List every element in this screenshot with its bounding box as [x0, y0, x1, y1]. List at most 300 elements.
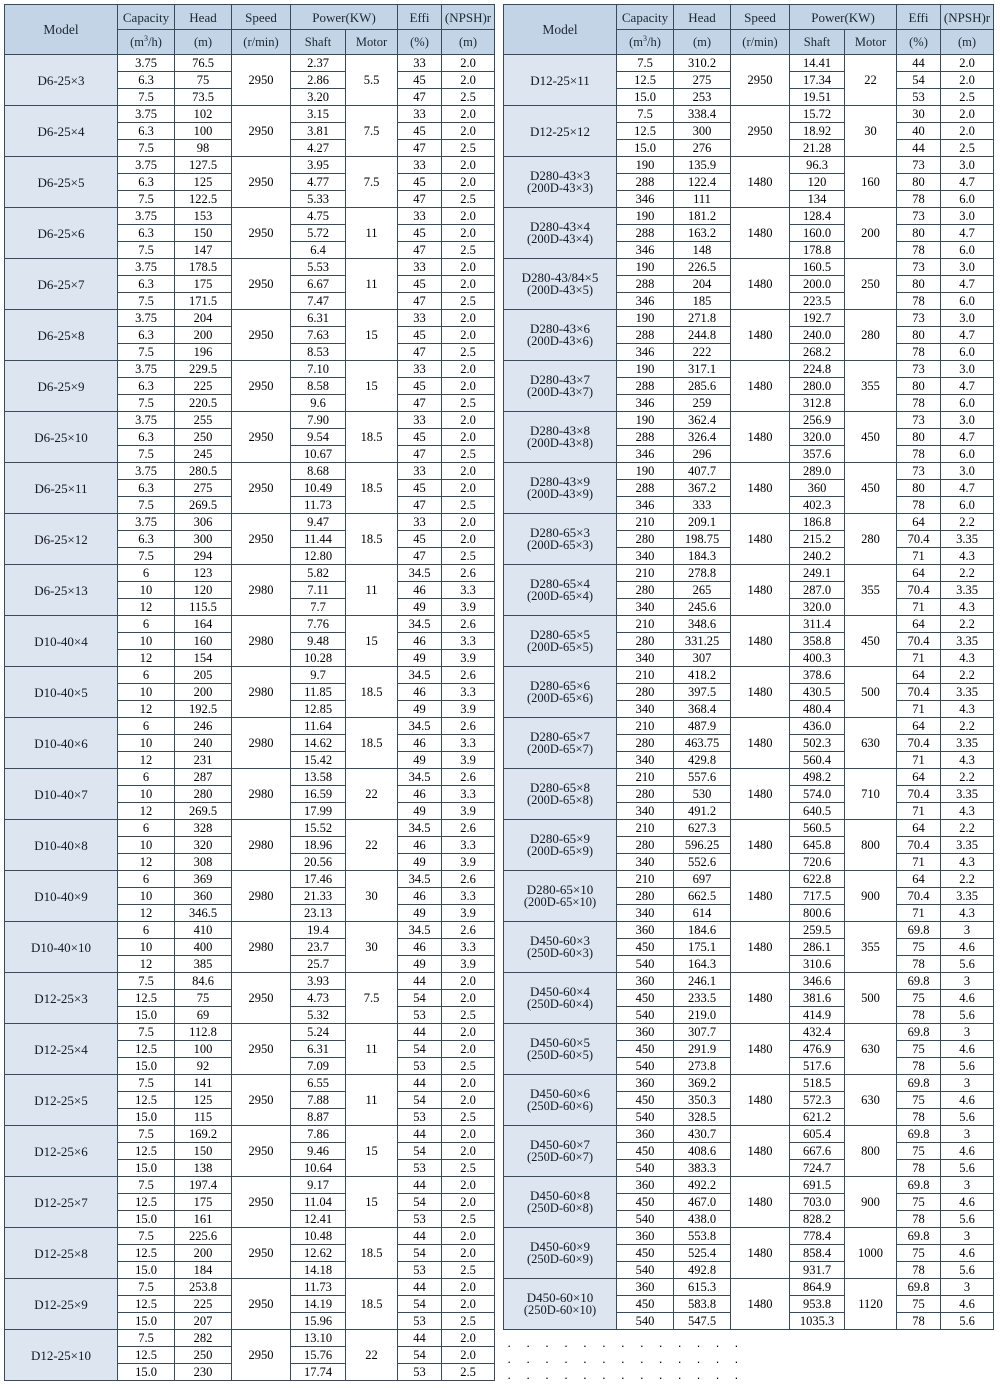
model-name: D12-25×3 — [34, 990, 88, 1006]
head-cell: 614 — [674, 905, 731, 922]
shaft-power-cell: 1035.3 — [790, 1313, 845, 1330]
col-header-model: Model — [5, 5, 118, 55]
npshr-cell: 2.5 — [442, 242, 495, 259]
efficiency-cell: 45 — [398, 225, 442, 242]
col-header-head: Head — [175, 5, 232, 30]
head-cell: 360 — [175, 888, 232, 905]
shaft-power-cell: 15.42 — [291, 752, 346, 769]
head-cell: 275 — [674, 72, 731, 89]
capacity-cell: 280 — [617, 531, 674, 548]
head-cell: 175 — [175, 1194, 232, 1211]
model-cell — [5, 1075, 118, 1126]
shaft-power-cell: 10.49 — [291, 480, 346, 497]
head-cell: 369.2 — [674, 1075, 731, 1092]
efficiency-cell: 69.8 — [897, 922, 941, 939]
efficiency-cell: 70.4 — [897, 633, 941, 650]
npshr-cell: 4.3 — [941, 599, 994, 616]
table-row — [504, 871, 994, 888]
efficiency-cell: 70.4 — [897, 582, 941, 599]
npshr-cell: 2.0 — [442, 327, 495, 344]
speed-cell: 2950 — [232, 310, 291, 361]
efficiency-cell: 78 — [897, 1262, 941, 1279]
capacity-cell: 7.5 — [118, 497, 175, 514]
head-cell: 463.75 — [674, 735, 731, 752]
capacity-cell: 3.75 — [118, 55, 175, 72]
shaft-power-cell: 5.33 — [291, 191, 346, 208]
model-name: D450-60×4 — [529, 984, 591, 1000]
npshr-cell: 3.3 — [442, 582, 495, 599]
shaft-power-cell: 9.48 — [291, 633, 346, 650]
capacity-cell: 7.5 — [118, 89, 175, 106]
npshr-cell: 2.0 — [941, 106, 994, 123]
shaft-power-cell: 289.0 — [790, 463, 845, 480]
capacity-cell: 288 — [617, 276, 674, 293]
motor-power-cell: 18.5 — [346, 412, 398, 463]
npshr-cell: 3.3 — [442, 837, 495, 854]
capacity-cell: 12 — [118, 956, 175, 973]
efficiency-cell: 34.5 — [398, 718, 442, 735]
capacity-cell: 450 — [617, 1092, 674, 1109]
motor-power-cell: 1120 — [845, 1279, 897, 1330]
col-header-speed: Speed — [232, 5, 291, 30]
efficiency-cell: 78 — [897, 395, 941, 412]
shaft-power-cell: 7.86 — [291, 1126, 346, 1143]
speed-cell: 2980 — [232, 922, 291, 973]
npshr-cell: 3.3 — [442, 735, 495, 752]
head-cell: 135.9 — [674, 157, 731, 174]
head-cell: 615.3 — [674, 1279, 731, 1296]
table-row — [5, 1024, 495, 1041]
capacity-cell: 360 — [617, 973, 674, 990]
shaft-power-cell: 11.64 — [291, 718, 346, 735]
motor-power-cell: 18.5 — [346, 718, 398, 769]
capacity-cell: 280 — [617, 582, 674, 599]
head-cell: 225 — [175, 1296, 232, 1313]
npshr-cell: 4.6 — [941, 939, 994, 956]
capacity-cell: 450 — [617, 1143, 674, 1160]
head-cell: 430.7 — [674, 1126, 731, 1143]
efficiency-cell: 33 — [398, 208, 442, 225]
shaft-power-cell: 12.80 — [291, 548, 346, 565]
speed-cell: 1480 — [731, 667, 790, 718]
table-body-left — [5, 55, 495, 1381]
shaft-power-cell: 11.73 — [291, 497, 346, 514]
speed-cell: 2950 — [731, 55, 790, 106]
head-cell: 207 — [175, 1313, 232, 1330]
head-cell: 169.2 — [175, 1126, 232, 1143]
head-cell: 662.5 — [674, 888, 731, 905]
efficiency-cell: 49 — [398, 956, 442, 973]
shaft-power-cell: 5.24 — [291, 1024, 346, 1041]
efficiency-cell: 54 — [398, 1245, 442, 1262]
efficiency-cell: 49 — [398, 752, 442, 769]
table-row — [5, 718, 495, 735]
capacity-cell: 10 — [118, 939, 175, 956]
col-header-head-unit: (m) — [175, 30, 232, 55]
model-name: D280-65×8 — [529, 780, 591, 796]
speed-cell: 2980 — [232, 769, 291, 820]
npshr-cell: 2.6 — [442, 922, 495, 939]
motor-power-cell: 1000 — [845, 1228, 897, 1279]
npshr-cell: 2.5 — [442, 1313, 495, 1330]
npshr-cell: 5.6 — [941, 1007, 994, 1024]
efficiency-cell: 70.4 — [897, 735, 941, 752]
head-cell: 198.75 — [674, 531, 731, 548]
speed-cell: 2950 — [232, 1177, 291, 1228]
head-cell: 429.8 — [674, 752, 731, 769]
shaft-power-cell: 23.13 — [291, 905, 346, 922]
shaft-power-cell: 430.5 — [790, 684, 845, 701]
npshr-cell: 4.3 — [941, 854, 994, 871]
efficiency-cell: 45 — [398, 327, 442, 344]
efficiency-cell: 73 — [897, 361, 941, 378]
model-cell — [504, 820, 617, 871]
capacity-cell: 15.0 — [118, 1007, 175, 1024]
shaft-power-cell: 800.6 — [790, 905, 845, 922]
head-cell: 84.6 — [175, 973, 232, 990]
capacity-cell: 288 — [617, 480, 674, 497]
model-cell — [504, 922, 617, 973]
dots-row: · · · · · · · · · · · · · — [507, 1354, 745, 1369]
col-header-speed-unit: (r/min) — [731, 30, 790, 55]
head-cell: 225 — [175, 378, 232, 395]
head-cell: 250 — [175, 1347, 232, 1364]
shaft-power-cell: 645.8 — [790, 837, 845, 854]
shaft-power-cell: 502.3 — [790, 735, 845, 752]
shaft-power-cell: 5.32 — [291, 1007, 346, 1024]
capacity-cell: 10 — [118, 582, 175, 599]
shaft-power-cell: 15.72 — [790, 106, 845, 123]
capacity-cell: 12 — [118, 599, 175, 616]
shaft-power-cell: 4.73 — [291, 990, 346, 1007]
capacity-cell: 210 — [617, 718, 674, 735]
shaft-power-cell: 249.1 — [790, 565, 845, 582]
head-cell: 220.5 — [175, 395, 232, 412]
shaft-power-cell: 11.04 — [291, 1194, 346, 1211]
efficiency-cell: 44 — [897, 140, 941, 157]
npshr-cell: 4.6 — [941, 1296, 994, 1313]
npshr-cell: 2.5 — [442, 446, 495, 463]
efficiency-cell: 45 — [398, 531, 442, 548]
npshr-cell: 4.3 — [941, 650, 994, 667]
motor-power-cell: 15 — [346, 361, 398, 412]
shaft-power-cell: 346.6 — [790, 973, 845, 990]
head-cell: 259 — [674, 395, 731, 412]
head-cell: 307.7 — [674, 1024, 731, 1041]
head-cell: 100 — [175, 123, 232, 140]
shaft-power-cell: 476.9 — [790, 1041, 845, 1058]
speed-cell: 1480 — [731, 310, 790, 361]
efficiency-cell: 46 — [398, 735, 442, 752]
npshr-cell: 5.6 — [941, 1160, 994, 1177]
npshr-cell: 2.0 — [442, 123, 495, 140]
capacity-cell: 450 — [617, 1245, 674, 1262]
efficiency-cell: 69.8 — [897, 1228, 941, 1245]
capacity-cell: 15.0 — [118, 1262, 175, 1279]
table-row — [504, 565, 994, 582]
shaft-power-cell: 7.10 — [291, 361, 346, 378]
capacity-cell: 280 — [617, 888, 674, 905]
npshr-cell: 4.7 — [941, 174, 994, 191]
motor-power-cell: 630 — [845, 718, 897, 769]
shaft-power-cell: 436.0 — [790, 718, 845, 735]
speed-cell: 2950 — [232, 1126, 291, 1177]
table-row — [504, 157, 994, 174]
npshr-cell: 4.6 — [941, 1092, 994, 1109]
shaft-power-cell: 11.85 — [291, 684, 346, 701]
head-cell: 150 — [175, 1143, 232, 1160]
capacity-cell: 7.5 — [118, 1024, 175, 1041]
head-cell: 328.5 — [674, 1109, 731, 1126]
speed-cell: 2950 — [232, 514, 291, 565]
capacity-cell: 210 — [617, 514, 674, 531]
model-cell — [504, 55, 617, 106]
efficiency-cell: 53 — [398, 1364, 442, 1381]
model-cell — [5, 565, 118, 616]
speed-cell: 1480 — [731, 1075, 790, 1126]
speed-cell: 2980 — [232, 667, 291, 718]
npshr-cell: 6.0 — [941, 395, 994, 412]
table-row — [5, 361, 495, 378]
efficiency-cell: 47 — [398, 548, 442, 565]
shaft-power-cell: 96.3 — [790, 157, 845, 174]
shaft-power-cell: 12.62 — [291, 1245, 346, 1262]
npshr-cell: 6.0 — [941, 344, 994, 361]
capacity-cell: 346 — [617, 446, 674, 463]
efficiency-cell: 45 — [398, 480, 442, 497]
shaft-power-cell: 178.8 — [790, 242, 845, 259]
npshr-cell: 3.0 — [941, 463, 994, 480]
capacity-cell: 360 — [617, 922, 674, 939]
model-alt-name: (250D-60×8) — [526, 1201, 594, 1216]
efficiency-cell: 80 — [897, 174, 941, 191]
shaft-power-cell: 13.58 — [291, 769, 346, 786]
capacity-cell: 190 — [617, 259, 674, 276]
motor-power-cell: 280 — [845, 310, 897, 361]
npshr-cell: 2.0 — [442, 378, 495, 395]
capacity-cell: 540 — [617, 1109, 674, 1126]
capacity-cell: 7.5 — [118, 140, 175, 157]
npshr-cell: 2.0 — [442, 1143, 495, 1160]
capacity-cell: 12 — [118, 752, 175, 769]
shaft-power-cell: 7.63 — [291, 327, 346, 344]
capacity-cell: 340 — [617, 599, 674, 616]
efficiency-cell: 78 — [897, 191, 941, 208]
model-alt-name: (200D-65×10) — [523, 895, 597, 910]
capacity-cell: 540 — [617, 1007, 674, 1024]
dots-row: · · · · · · · · · · · · · — [507, 1370, 745, 1385]
efficiency-cell: 78 — [897, 293, 941, 310]
speed-cell: 1480 — [731, 820, 790, 871]
model-name: D280-43/84×5 — [521, 270, 599, 286]
head-cell: 338.4 — [674, 106, 731, 123]
table-row — [504, 463, 994, 480]
speed-cell: 2980 — [232, 718, 291, 769]
table-row — [5, 259, 495, 276]
npshr-cell: 3 — [941, 1177, 994, 1194]
model-name: D12-25×4 — [34, 1041, 88, 1057]
efficiency-cell: 69.8 — [897, 1279, 941, 1296]
head-cell: 269.5 — [175, 497, 232, 514]
efficiency-cell: 71 — [897, 650, 941, 667]
table-row — [504, 1024, 994, 1041]
col-header-effi: Effi — [897, 5, 941, 30]
shaft-power-cell: 11.44 — [291, 531, 346, 548]
efficiency-cell: 33 — [398, 310, 442, 327]
efficiency-cell: 78 — [897, 1211, 941, 1228]
model-cell — [5, 1024, 118, 1075]
motor-power-cell: 11 — [346, 208, 398, 259]
efficiency-cell: 44 — [398, 1177, 442, 1194]
head-cell: 205 — [175, 667, 232, 684]
table-row — [504, 616, 994, 633]
npshr-cell: 2.2 — [941, 769, 994, 786]
head-cell: 438.0 — [674, 1211, 731, 1228]
speed-cell: 2980 — [232, 565, 291, 616]
dots-row: · · · · · · · · · · · · · — [507, 1338, 745, 1353]
motor-power-cell: 18.5 — [346, 514, 398, 565]
efficiency-cell: 34.5 — [398, 667, 442, 684]
col-header-effi-unit: (%) — [897, 30, 941, 55]
shaft-power-cell: 21.28 — [790, 140, 845, 157]
head-cell: 164.3 — [674, 956, 731, 973]
npshr-cell: 2.0 — [442, 1092, 495, 1109]
table-header-left — [5, 5, 495, 55]
col-header-capacity-unit — [118, 30, 175, 55]
efficiency-cell: 78 — [897, 1160, 941, 1177]
motor-power-cell: 800 — [845, 1126, 897, 1177]
speed-cell: 1480 — [731, 1228, 790, 1279]
shaft-power-cell: 14.19 — [291, 1296, 346, 1313]
model-name: D280-43×8 — [529, 423, 591, 439]
model-cell — [504, 565, 617, 616]
speed-cell: 1480 — [731, 157, 790, 208]
npshr-cell: 2.0 — [442, 1177, 495, 1194]
col-header-capacity: Capacity — [118, 5, 175, 30]
model-name: D10-40×6 — [34, 735, 88, 751]
efficiency-cell: 64 — [897, 871, 941, 888]
capacity-cell: 7.5 — [118, 191, 175, 208]
capacity-cell: 3.75 — [118, 361, 175, 378]
npshr-cell: 2.0 — [442, 276, 495, 293]
table-row — [5, 1228, 495, 1245]
table-row — [5, 310, 495, 327]
capacity-cell: 15.0 — [617, 89, 674, 106]
shaft-power-cell: 18.96 — [291, 837, 346, 854]
npshr-cell: 2.6 — [442, 565, 495, 582]
table-row — [5, 973, 495, 990]
speed-cell: 1480 — [731, 1279, 790, 1330]
head-cell: 320 — [175, 837, 232, 854]
shaft-power-cell: 23.7 — [291, 939, 346, 956]
efficiency-cell: 34.5 — [398, 820, 442, 837]
motor-power-cell: 15 — [346, 1126, 398, 1177]
model-cell — [5, 259, 118, 310]
head-cell: 583.8 — [674, 1296, 731, 1313]
speed-cell: 2950 — [232, 1330, 291, 1381]
head-cell: 368.4 — [674, 701, 731, 718]
speed-cell: 2980 — [232, 871, 291, 922]
capacity-cell: 210 — [617, 820, 674, 837]
npshr-cell: 2.0 — [442, 106, 495, 123]
efficiency-cell: 75 — [897, 990, 941, 1007]
capacity-cell: 340 — [617, 650, 674, 667]
shaft-power-cell: 11.73 — [291, 1279, 346, 1296]
efficiency-cell: 53 — [398, 1058, 442, 1075]
efficiency-cell: 70.4 — [897, 684, 941, 701]
model-cell — [5, 310, 118, 361]
table-row — [5, 922, 495, 939]
capacity-cell: 6.3 — [118, 174, 175, 191]
pump-spec-table-right — [503, 4, 994, 1330]
efficiency-cell: 53 — [897, 89, 941, 106]
speed-cell: 1480 — [731, 973, 790, 1024]
table-row — [504, 922, 994, 939]
efficiency-cell: 44 — [897, 55, 941, 72]
head-cell: 282 — [175, 1330, 232, 1347]
header-row-top — [5, 5, 495, 30]
capacity-cell: 450 — [617, 1194, 674, 1211]
model-cell — [504, 1228, 617, 1279]
head-cell: 153 — [175, 208, 232, 225]
head-cell: 171.5 — [175, 293, 232, 310]
head-cell: 240 — [175, 735, 232, 752]
npshr-cell: 2.5 — [442, 191, 495, 208]
shaft-power-cell: 268.2 — [790, 344, 845, 361]
capacity-cell: 3.75 — [118, 310, 175, 327]
shaft-power-cell: 621.2 — [790, 1109, 845, 1126]
capacity-cell: 340 — [617, 803, 674, 820]
npshr-cell: 2.5 — [442, 497, 495, 514]
head-cell: 192.5 — [175, 701, 232, 718]
head-cell: 184.3 — [674, 548, 731, 565]
col-header-capacity: Capacity — [617, 5, 674, 30]
speed-cell: 1480 — [731, 769, 790, 820]
speed-cell: 2950 — [232, 463, 291, 514]
shaft-power-cell: 7.7 — [291, 599, 346, 616]
motor-power-cell: 450 — [845, 463, 897, 514]
head-cell: 246 — [175, 718, 232, 735]
shaft-power-cell: 120 — [790, 174, 845, 191]
npshr-cell: 6.0 — [941, 191, 994, 208]
shaft-power-cell: 858.4 — [790, 1245, 845, 1262]
efficiency-cell: 54 — [398, 1041, 442, 1058]
capacity-cell: 12.5 — [118, 1092, 175, 1109]
efficiency-cell: 53 — [398, 1007, 442, 1024]
head-cell: 280.5 — [175, 463, 232, 480]
efficiency-cell: 78 — [897, 344, 941, 361]
npshr-cell: 3 — [941, 1126, 994, 1143]
col-header-npshr-unit: (m) — [442, 30, 495, 55]
motor-power-cell: 22 — [845, 55, 897, 106]
capacity-cell: 450 — [617, 990, 674, 1007]
capacity-cell: 346 — [617, 497, 674, 514]
model-name: D450-60×6 — [529, 1086, 591, 1102]
capacity-cell: 6.3 — [118, 327, 175, 344]
model-name: D6-25×4 — [37, 123, 85, 139]
efficiency-cell: 53 — [398, 1211, 442, 1228]
shaft-power-cell: 8.87 — [291, 1109, 346, 1126]
model-name: D6-25×8 — [37, 327, 85, 343]
efficiency-cell: 44 — [398, 973, 442, 990]
npshr-cell: 4.7 — [941, 429, 994, 446]
shaft-power-cell: 200.0 — [790, 276, 845, 293]
head-cell: 328 — [175, 820, 232, 837]
model-name: D280-43×9 — [529, 474, 591, 490]
motor-power-cell: 250 — [845, 259, 897, 310]
motor-power-cell: 18.5 — [346, 667, 398, 718]
npshr-cell: 2.2 — [941, 718, 994, 735]
